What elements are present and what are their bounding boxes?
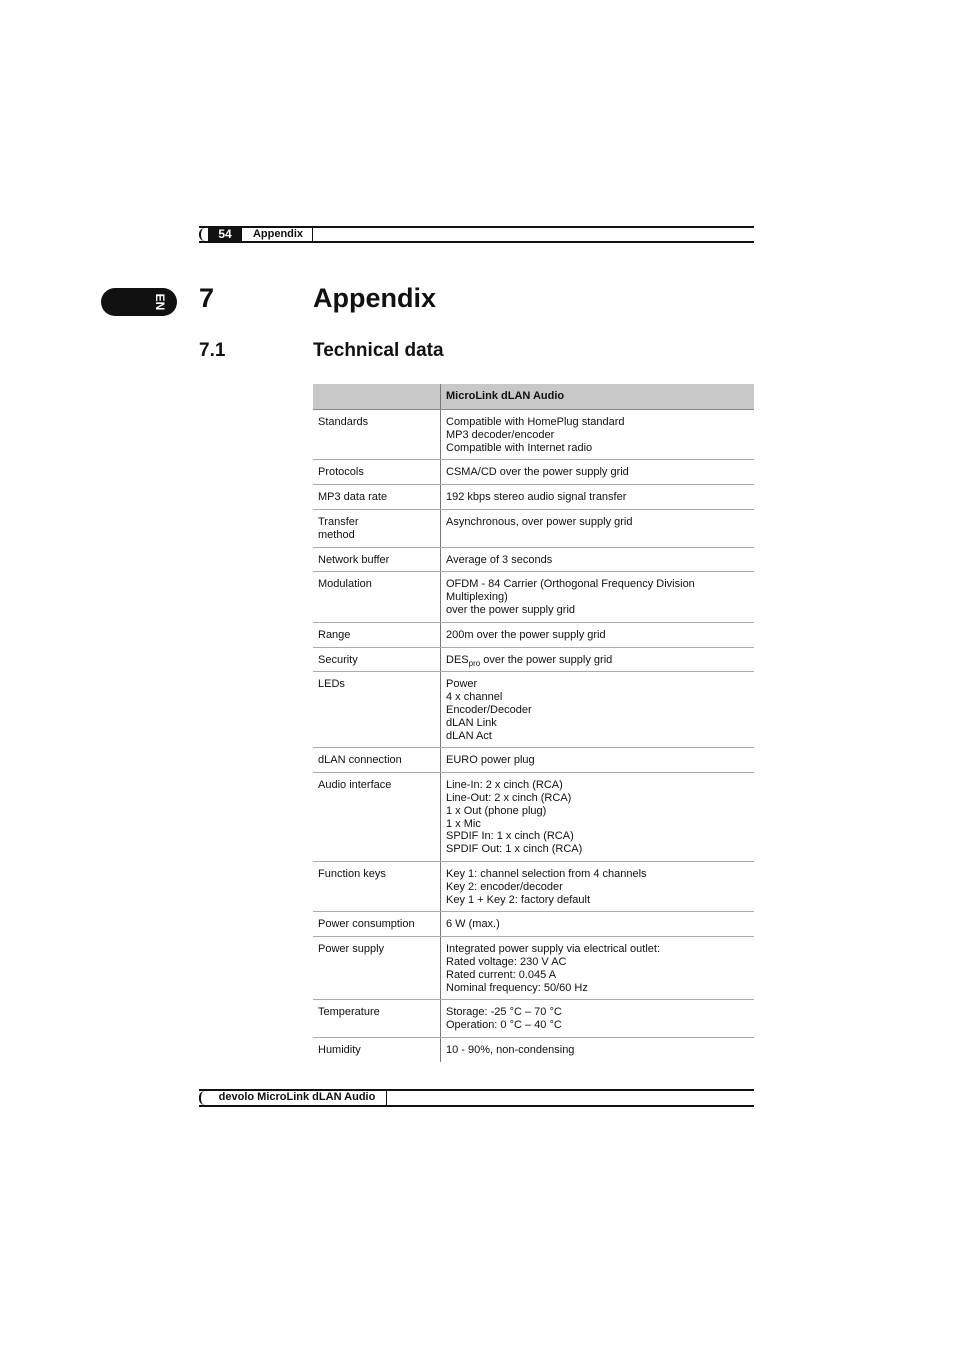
spec-label-cell — [313, 672, 441, 748]
spec-label-cell — [313, 937, 441, 1000]
spec-label-line: Audio interface — [318, 779, 392, 792]
spec-value-line: Asynchronous, over power supply grid — [446, 515, 633, 528]
security-base-text: DES — [446, 653, 469, 666]
spec-value-cell — [441, 622, 755, 647]
header-section-label: Appendix — [244, 227, 313, 242]
table-header-row — [313, 384, 754, 410]
spec-value-line: CSMA/CD over the power supply grid — [446, 466, 629, 479]
spec-value-line: Integrated power supply via electrical outlet: — [446, 943, 661, 956]
spec-value-line: Power — [446, 678, 478, 691]
spec-label-cell — [313, 509, 441, 547]
spec-label-line: Standards — [318, 416, 369, 428]
section-number: 7.1 — [199, 340, 226, 361]
spec-label-line: MP3 data rate — [318, 491, 388, 504]
spec-label-cell — [313, 622, 441, 647]
spec-value-cell — [441, 912, 755, 937]
spec-label-cell — [313, 861, 441, 911]
spec-value-line: Average of 3 seconds — [446, 553, 553, 566]
spec-label-line: Humidity — [318, 1043, 361, 1056]
spec-value-cell — [441, 647, 755, 672]
security-rest-text: over the power supply grid — [480, 653, 613, 666]
spec-value-cell — [441, 937, 755, 1000]
spec-label-line: method — [318, 528, 355, 541]
table-row — [313, 1037, 754, 1061]
header-cap — [199, 228, 205, 241]
spec-value-cell — [441, 773, 755, 862]
spec-value-line: 200m over the power supply grid — [446, 628, 606, 641]
table-row — [313, 647, 754, 672]
footer-cap — [199, 1091, 205, 1105]
page-number: 54 — [208, 227, 242, 242]
chapter-number: 7 — [199, 283, 215, 313]
spec-value-line: EURO power plug — [446, 754, 535, 767]
security-subscript-text: pro — [468, 658, 481, 668]
spec-value-cell — [441, 460, 755, 485]
table-row — [313, 622, 754, 647]
technical-data-table — [313, 384, 754, 1062]
spec-value-cell — [441, 672, 755, 748]
spec-label-cell — [313, 410, 441, 460]
spec-label-cell — [313, 547, 441, 572]
table-row — [313, 509, 754, 547]
spec-value-cell — [441, 410, 755, 460]
spec-value-cell — [441, 509, 755, 547]
spec-label-line: Power consumption — [318, 918, 415, 931]
spec-label-line: Temperature — [318, 1006, 380, 1019]
spec-label-cell — [313, 572, 441, 622]
spec-value-line: Rated voltage: 230 V AC — [446, 955, 567, 968]
spec-value-cell — [441, 547, 755, 572]
spec-value-line: SPDIF Out: 1 x cinch (RCA) — [446, 843, 583, 856]
spec-value-line: 6 W (max.) — [446, 918, 500, 931]
spec-value-line: dLAN Link — [446, 716, 497, 729]
spec-value-line: SPDIF In: 1 x cinch (RCA) — [446, 830, 574, 843]
spec-label-line: dLAN connection — [318, 754, 402, 767]
spec-value-line: Key 1: channel selection from 4 channels — [446, 867, 647, 880]
spec-value-cell — [441, 861, 755, 911]
spec-value-line: 10 - 90%, non-condensing — [446, 1043, 575, 1056]
spec-value-line: OFDM - 84 Carrier (Orthogonal Frequency Division Multiplexing) — [446, 578, 695, 604]
table-row — [313, 861, 754, 911]
spec-value-line: MP3 decoder/encoder — [446, 428, 555, 441]
section-title: Technical data — [313, 340, 444, 361]
spec-value-line — [446, 654, 749, 667]
table-row — [313, 912, 754, 937]
spec-value-line: 4 x channel — [446, 691, 503, 704]
spec-value-line: dLAN Act — [446, 729, 492, 742]
spec-value-line: 192 kbps stereo audio signal transfer — [446, 491, 627, 504]
table-row — [313, 460, 754, 485]
table-body — [313, 410, 754, 1062]
spec-label-cell — [313, 1037, 441, 1061]
spec-value-line: Nominal frequency: 50/60 Hz — [446, 981, 588, 994]
table-row — [313, 1000, 754, 1038]
spec-label-cell — [313, 748, 441, 773]
spec-value-cell — [441, 1000, 755, 1038]
table-header-product-cell: MicroLink dLAN Audio — [441, 384, 755, 410]
spec-label-cell — [313, 773, 441, 862]
table-row — [313, 672, 754, 748]
spec-label-cell — [313, 460, 441, 485]
table-header-label-cell — [313, 384, 441, 410]
spec-value-line: 1 x Mic — [446, 817, 481, 830]
spec-value-line: Key 1 + Key 2: factory default — [446, 893, 590, 906]
spec-value-line: 1 x Out (phone plug) — [446, 804, 547, 817]
spec-value-cell — [441, 748, 755, 773]
spec-value-line: over the power supply grid — [446, 603, 576, 616]
spec-label-line: LEDs — [318, 678, 345, 691]
spec-label-cell — [313, 485, 441, 510]
spec-value-line: Storage: -25 °C – 70 °C — [446, 1006, 562, 1019]
spec-value-cell — [441, 485, 755, 510]
spec-label-line: Network buffer — [318, 553, 390, 566]
table-row — [313, 572, 754, 622]
spec-label-line: Function keys — [318, 867, 386, 880]
spec-value-line: Rated current: 0.045 A — [446, 968, 557, 981]
spec-label-line: Range — [318, 628, 351, 641]
spec-label-cell — [313, 1000, 441, 1038]
spec-value-cell — [441, 572, 755, 622]
spec-label-line: Security — [318, 653, 358, 666]
spec-label-cell — [313, 647, 441, 672]
spec-label-line: Protocols — [318, 466, 364, 479]
spec-value-line: Compatible with Internet radio — [446, 441, 593, 454]
spec-label-cell — [313, 912, 441, 937]
table-row — [313, 937, 754, 1000]
table-row — [313, 748, 754, 773]
table-row — [313, 547, 754, 572]
footer-product-label: devolo MicroLink dLAN Audio — [208, 1090, 387, 1105]
spec-value-cell — [441, 1037, 755, 1061]
spec-label-line: Power supply — [318, 943, 385, 956]
spec-value-line: Encoder/Decoder — [446, 703, 532, 716]
spec-value-line: Compatible with HomePlug standard — [446, 416, 625, 428]
table-row — [313, 410, 754, 460]
language-tab-label: EN — [153, 293, 167, 311]
spec-value-line: Key 2: encoder/decoder — [446, 880, 563, 893]
spec-value-line: Line-In: 2 x cinch (RCA) — [446, 779, 563, 792]
spec-value-line: Line-Out: 2 x cinch (RCA) — [446, 791, 572, 804]
spec-label-line: Modulation — [318, 578, 372, 591]
spec-value-line: Operation: 0 °C – 40 °C — [446, 1019, 562, 1032]
spec-label-line: Transfer — [318, 515, 359, 528]
chapter-title: Appendix — [313, 283, 437, 313]
table-row — [313, 773, 754, 862]
table-row — [313, 485, 754, 510]
